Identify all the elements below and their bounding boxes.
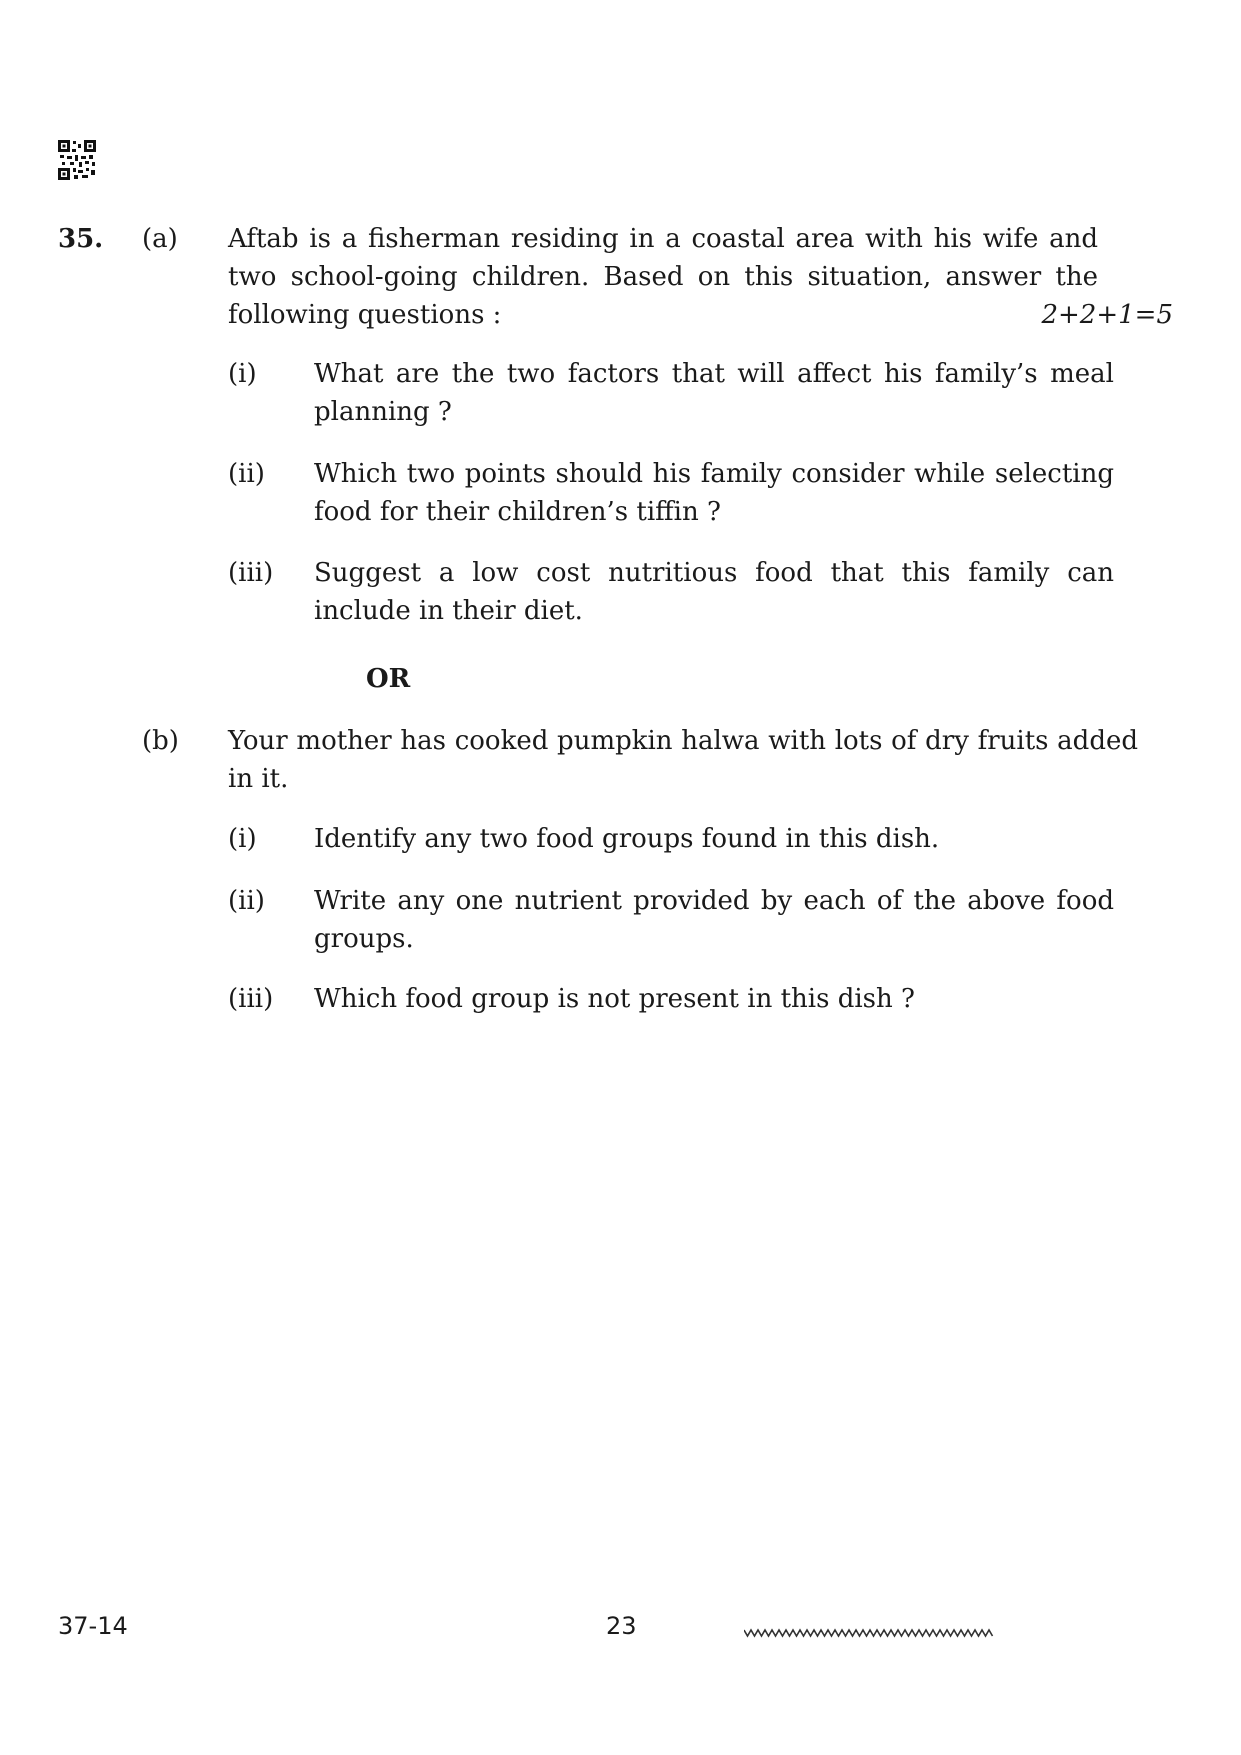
part-b-label: (b) xyxy=(142,726,179,756)
part-a-sub-3-text: Suggest a low cost nutritious food that this family can include in their diet. xyxy=(314,558,1114,626)
part-b-sub-2-text: Write any one nutrient provided by each of the above food groups. xyxy=(314,886,1114,954)
question-number: 35. xyxy=(58,224,104,254)
wavy-line-decoration xyxy=(744,1624,994,1643)
part-a-sub-1-text: What are the two factors that will affect his family’s meal planning ? xyxy=(314,359,1114,427)
part-a-text: Aftab is a fisherman residing in a coastal area with his wife and two school-going children. Based on this situation, answer the following questions : xyxy=(228,224,1098,330)
marks-allocation: 2+2+1=5 xyxy=(1041,300,1173,330)
or-divider: OR xyxy=(366,664,411,694)
page-number: 23 xyxy=(606,1612,637,1640)
part-b-sub-3-num: (iii) xyxy=(228,984,274,1014)
part-b-sub-2-num: (ii) xyxy=(228,886,265,916)
part-a-sub-1-num: (i) xyxy=(228,359,257,389)
part-b-sub-1-num: (i) xyxy=(228,824,257,854)
part-a-sub-2-num: (ii) xyxy=(228,459,265,489)
part-a-sub-2-text: Which two points should his family consider while selecting food for their children’s tiffin ? xyxy=(314,459,1114,527)
qr-code-icon xyxy=(58,140,96,180)
part-b-sub-3-text: Which food group is not present in this dish ? xyxy=(314,984,915,1014)
part-b-text: Your mother has cooked pumpkin halwa with lots of dry fruits added in it. xyxy=(228,726,1138,794)
paper-code: 37-14 xyxy=(58,1612,128,1640)
part-a-sub-3-num: (iii) xyxy=(228,558,274,588)
part-b-sub-1-text: Identify any two food groups found in this dish. xyxy=(314,824,940,854)
part-a-label: (a) xyxy=(142,224,178,254)
